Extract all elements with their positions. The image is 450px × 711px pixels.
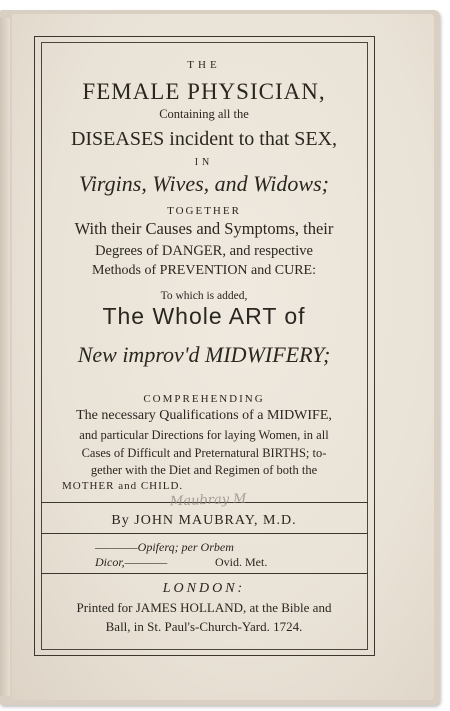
line-containing: Containing all the — [159, 107, 249, 121]
line-cases: Cases of Difficult and Preternatural BIRTHS; to- — [81, 446, 327, 460]
motto-line-2-left: Dicor,———— — [95, 555, 168, 569]
line-mother-child: MOTHER and CHILD. — [62, 480, 184, 492]
line-together: TOGETHER — [167, 205, 241, 217]
line-ball: Ball, in St. Paul's-Church-Yard. 1724. — [105, 619, 303, 634]
line-virgins: Virgins, Wives, and Widows; — [79, 171, 329, 196]
rule-below-author — [41, 533, 368, 534]
line-author: By JOHN MAUBRAY, M.D. — [111, 513, 297, 528]
book-title: FEMALE PHYSICIAN, — [82, 79, 326, 104]
page-edges — [0, 18, 10, 696]
line-methods: Methods of PREVENTION and CURE: — [92, 263, 316, 278]
line-causes: With their Causes and Symptoms, their — [74, 219, 334, 238]
line-qualifications: The necessary Qualifications of a MIDWIFE, — [76, 408, 332, 423]
line-the: THE — [187, 59, 221, 71]
motto-line-1: ————Opiferq; per Orbem — [95, 540, 234, 554]
line-gether: gether with the Diet and Regimen of both the — [90, 463, 318, 477]
line-added: To which is added, — [160, 290, 248, 302]
line-diseases: DISEASES incident to that SEX, — [70, 128, 338, 150]
line-degrees: Degrees of DANGER, and respective — [95, 243, 313, 259]
line-comprehending: COMPREHENDING — [143, 393, 265, 405]
line-london: LONDON: — [162, 581, 246, 596]
line-midwifery: New improv'd MIDWIFERY; — [77, 342, 331, 367]
motto-attribution: Ovid. Met. — [215, 555, 268, 569]
line-directions: and particular Directions for laying Women, in all — [79, 428, 329, 442]
rule-above-imprint — [41, 573, 368, 574]
line-in: IN — [194, 157, 214, 168]
handwritten-signature: Maubray M — [169, 491, 247, 510]
line-printed: Printed for JAMES HOLLAND, at the Bible and — [76, 600, 332, 615]
line-whole-art: The Whole ART of — [102, 303, 306, 329]
